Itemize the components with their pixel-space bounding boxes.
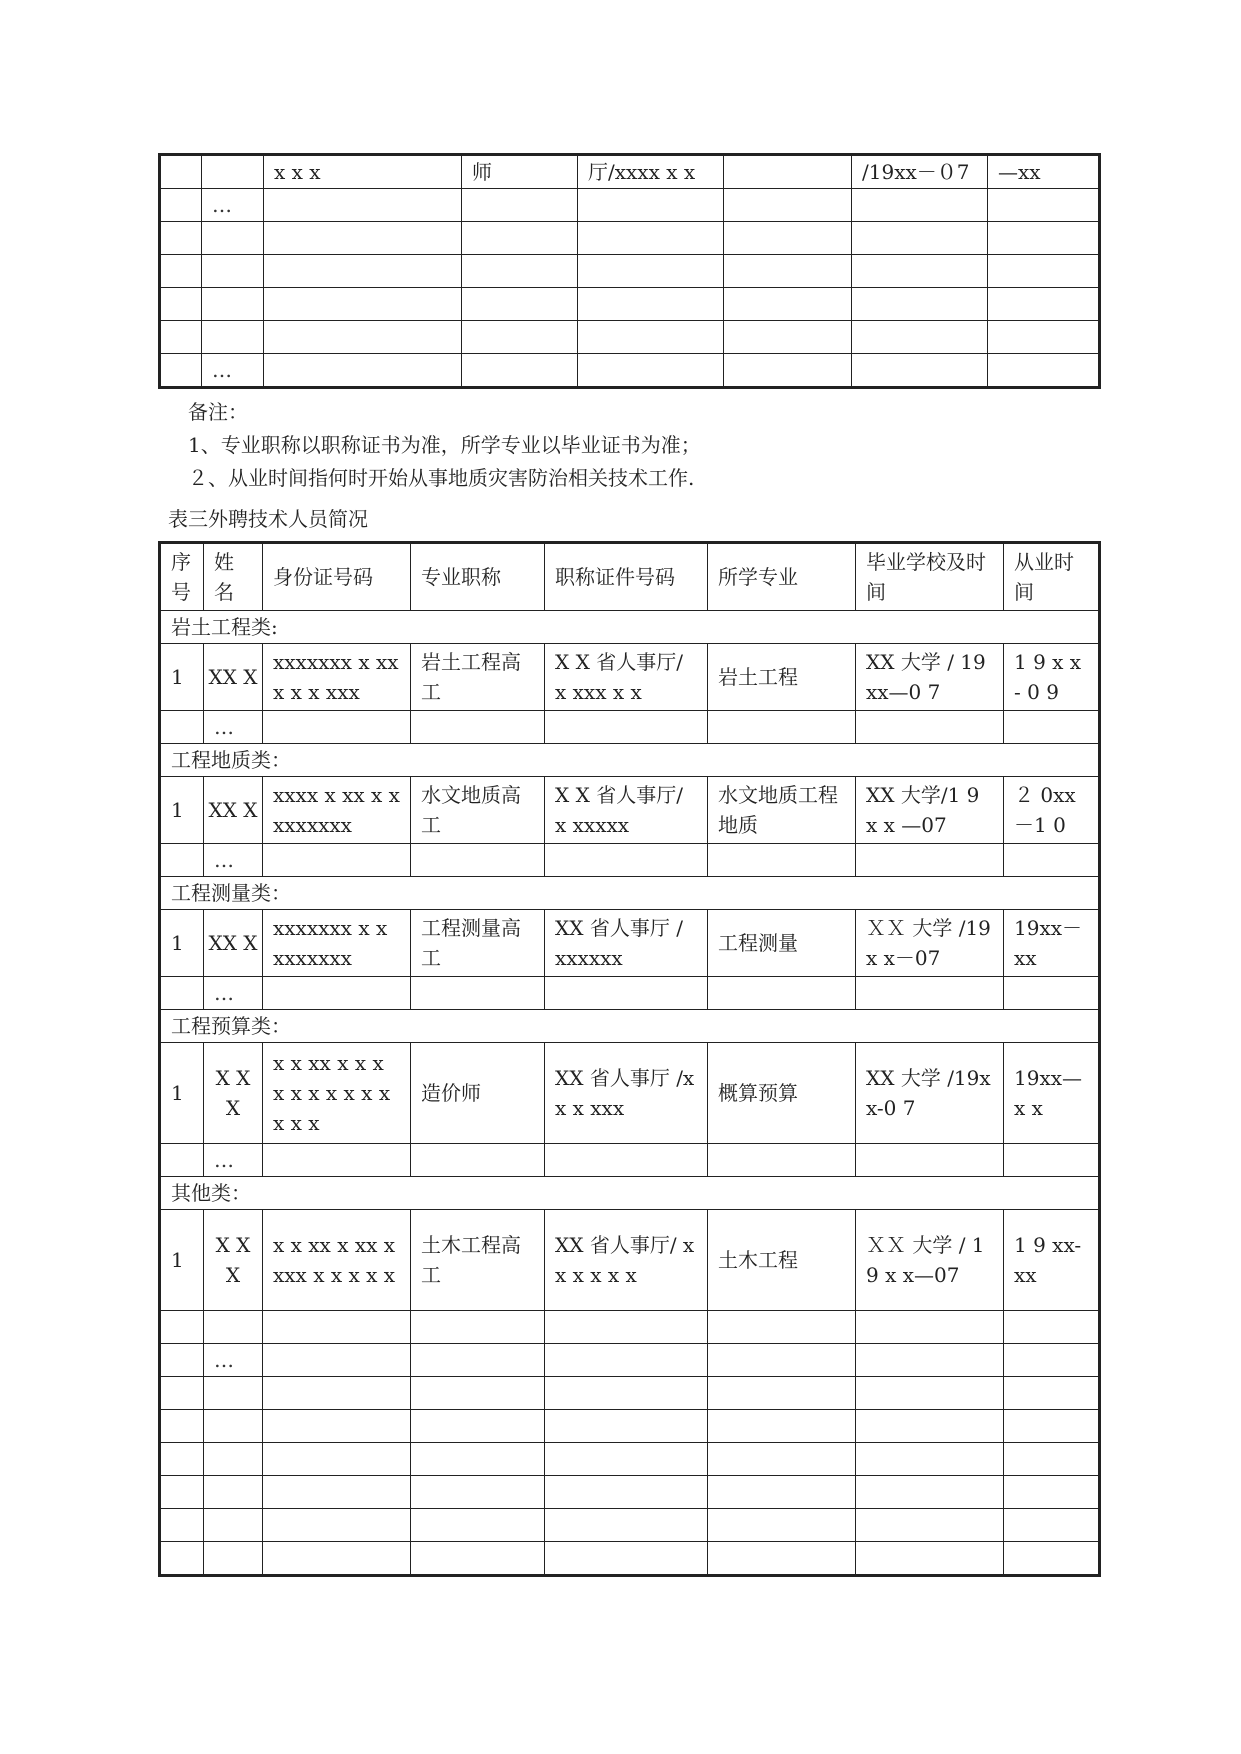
table-row <box>160 910 1100 977</box>
top-table-cell <box>852 354 988 388</box>
blank-cell <box>856 1509 1004 1542</box>
table-cell: ＸＸ 大学 / 19 x x—07 <box>856 1210 1004 1311</box>
blank-cell <box>160 1144 204 1177</box>
blank-cell <box>411 1410 545 1443</box>
table-cell: X X X <box>204 1043 263 1144</box>
blank-cell <box>545 844 708 877</box>
table3-caption: 表三外聘技术人员简况 <box>168 507 368 531</box>
table-cell: 1 <box>160 644 204 711</box>
header-cell-name: 姓名 <box>204 543 263 611</box>
table-cell: X X X <box>204 1210 263 1311</box>
top-table-cell <box>724 255 852 288</box>
blank-cell <box>411 1377 545 1410</box>
top-table-cell <box>160 189 202 222</box>
top-table-cell <box>988 321 1100 354</box>
note-item-1: 1、专业职称以职称证书为准，所学专业以毕业证书为准； <box>188 433 701 457</box>
blank-cell <box>545 977 708 1010</box>
blank-cell <box>708 1410 856 1443</box>
blank-cell <box>204 1509 263 1542</box>
top-table-row <box>160 155 1100 189</box>
top-table-cell <box>852 255 988 288</box>
top-table-cell <box>724 288 852 321</box>
blank-cell <box>708 844 856 877</box>
blank-cell <box>204 1476 263 1509</box>
blank-cell <box>160 711 204 744</box>
table-cell: 工程测量 <box>708 910 856 977</box>
top-table-row <box>160 189 1100 222</box>
blank-cell <box>856 1476 1004 1509</box>
blank-row <box>160 1443 1100 1476</box>
table-cell: 1 9 x x - 0 9 <box>1004 644 1100 711</box>
top-table-cell <box>160 255 202 288</box>
table-cell: 1 <box>160 777 204 844</box>
blank-cell <box>263 1311 411 1344</box>
blank-cell <box>856 1311 1004 1344</box>
section-title-row <box>160 877 1100 910</box>
table-cell: ＸＸ 大学 /19x x－07 <box>856 910 1004 977</box>
top-table-cell <box>988 222 1100 255</box>
top-table-cell: x x x <box>264 155 462 189</box>
blank-cell <box>411 1476 545 1509</box>
header-cell-major: 所学专业 <box>708 543 856 611</box>
table-cell: XX 省人事厅 /xx x xxx <box>545 1043 708 1144</box>
table-cell: 水文地质高工 <box>411 777 545 844</box>
blank-cell <box>856 1542 1004 1576</box>
blank-cell <box>160 1344 204 1377</box>
top-table-cell <box>852 321 988 354</box>
top-table-cell <box>264 321 462 354</box>
table-cell: xxxx x xx x x xxxxxxx <box>263 777 411 844</box>
blank-row <box>160 1410 1100 1443</box>
blank-cell <box>411 1311 545 1344</box>
table-cell: 1 9 xx-xx <box>1004 1210 1100 1311</box>
top-table-cell <box>578 321 724 354</box>
blank-cell <box>708 711 856 744</box>
blank-cell <box>545 1509 708 1542</box>
top-table-cell <box>724 189 852 222</box>
top-table-cell <box>988 354 1100 388</box>
section-title: 工程地质类： <box>160 744 1100 777</box>
table-cell: XX 大学 /19xx-0 7 <box>856 1043 1004 1144</box>
table-cell: XX X <box>204 777 263 844</box>
blank-cell <box>160 977 204 1010</box>
table-cell: XX 大学 / 19xx—0 7 <box>856 644 1004 711</box>
blank-row <box>160 1377 1100 1410</box>
blank-cell <box>545 1476 708 1509</box>
top-table-cell <box>724 354 852 388</box>
blank-cell <box>545 1542 708 1576</box>
table-cell: 水文地质工程地质 <box>708 777 856 844</box>
table-cell: 岩土工程 <box>708 644 856 711</box>
table-cell: XX X <box>204 910 263 977</box>
table-cell: XX 省人事厅/ x x x x x x <box>545 1210 708 1311</box>
table3-header-row <box>160 543 1100 611</box>
top-table-cell <box>160 222 202 255</box>
blank-cell <box>708 977 856 1010</box>
blank-cell <box>545 1144 708 1177</box>
table-row <box>160 1210 1100 1311</box>
header-cell-id: 身份证号码 <box>263 543 411 611</box>
blank-cell <box>1004 1344 1100 1377</box>
blank-cell <box>708 1377 856 1410</box>
table-cell: XX 大学/1 9 x x —07 <box>856 777 1004 844</box>
top-table-cell <box>852 288 988 321</box>
blank-cell <box>708 1144 856 1177</box>
blank-cell <box>856 844 1004 877</box>
blank-cell <box>160 1542 204 1576</box>
blank-cell <box>160 844 204 877</box>
blank-cell <box>708 1542 856 1576</box>
top-table-cell <box>462 354 578 388</box>
blank-cell <box>411 1144 545 1177</box>
top-table <box>158 153 1101 389</box>
top-table-cell <box>160 321 202 354</box>
table-cell: X X 省人事厅/ x xxx x x <box>545 644 708 711</box>
top-table-cell <box>724 155 852 189</box>
table-row <box>160 644 1100 711</box>
blank-cell <box>411 1344 545 1377</box>
blank-cell <box>263 1344 411 1377</box>
top-table-cell: … <box>202 189 264 222</box>
table-cell: 19xx－ xx <box>1004 910 1100 977</box>
top-table-cell: 厅/xxxx x x <box>578 155 724 189</box>
top-table-row <box>160 222 1100 255</box>
blank-cell <box>1004 844 1100 877</box>
top-table-cell: … <box>202 354 264 388</box>
blank-cell <box>545 711 708 744</box>
top-table-cell <box>578 288 724 321</box>
table-cell: 1 <box>160 1210 204 1311</box>
blank-cell <box>411 1443 545 1476</box>
blank-cell <box>545 1443 708 1476</box>
top-table-cell <box>462 321 578 354</box>
top-table-cell <box>202 321 264 354</box>
section-title: 工程测量类： <box>160 877 1100 910</box>
table-cell: XX 省人事厅 / xxxxxx <box>545 910 708 977</box>
blank-cell <box>263 1377 411 1410</box>
top-table-cell <box>578 255 724 288</box>
note-item-2: ２、从业时间指何时开始从事地质灾害防治相关技术工作. <box>188 466 695 490</box>
blank-row <box>160 1144 1100 1177</box>
top-table-cell <box>462 222 578 255</box>
header-cell-title: 专业职称 <box>411 543 545 611</box>
blank-cell <box>545 1344 708 1377</box>
table-row <box>160 1043 1100 1144</box>
top-table-cell <box>202 255 264 288</box>
top-table-cell <box>160 155 202 189</box>
blank-cell: … <box>204 977 263 1010</box>
blank-row <box>160 844 1100 877</box>
blank-cell: … <box>204 711 263 744</box>
section-title: 岩土工程类: <box>160 611 1100 644</box>
top-table-cell <box>852 189 988 222</box>
blank-cell <box>545 1377 708 1410</box>
top-table-cell <box>724 222 852 255</box>
header-cell-cert: 职称证件号码 <box>545 543 708 611</box>
blank-cell <box>204 1410 263 1443</box>
blank-cell <box>545 1311 708 1344</box>
top-table-cell <box>462 189 578 222</box>
blank-cell <box>263 1144 411 1177</box>
blank-row <box>160 1542 1100 1576</box>
section-title-row <box>160 1177 1100 1210</box>
top-table-cell <box>852 222 988 255</box>
blank-cell: … <box>204 1344 263 1377</box>
blank-cell <box>204 1377 263 1410</box>
blank-cell <box>263 844 411 877</box>
blank-cell <box>1004 711 1100 744</box>
blank-cell <box>1004 1542 1100 1576</box>
blank-row <box>160 711 1100 744</box>
blank-cell <box>1004 1443 1100 1476</box>
table-row <box>160 777 1100 844</box>
top-table-cell <box>578 222 724 255</box>
table-cell: X X 省人事厅/ x xxxxx <box>545 777 708 844</box>
blank-cell <box>263 1443 411 1476</box>
blank-cell <box>1004 1144 1100 1177</box>
blank-cell <box>1004 1377 1100 1410</box>
top-table-cell <box>202 288 264 321</box>
blank-row <box>160 1311 1100 1344</box>
blank-cell <box>160 1377 204 1410</box>
top-table-cell <box>462 255 578 288</box>
top-table-cell <box>160 288 202 321</box>
blank-cell <box>545 1410 708 1443</box>
blank-cell <box>1004 1311 1100 1344</box>
blank-cell <box>204 1311 263 1344</box>
section-title: 其他类： <box>160 1177 1100 1210</box>
blank-cell <box>263 1410 411 1443</box>
table-cell: 土木工程高工 <box>411 1210 545 1311</box>
blank-cell <box>708 1344 856 1377</box>
table-cell: x x xx x x x x x x x x x x x x x <box>263 1043 411 1144</box>
table-cell: 岩土工程高工 <box>411 644 545 711</box>
top-table-cell <box>578 354 724 388</box>
top-table-cell <box>724 321 852 354</box>
blank-cell <box>411 1509 545 1542</box>
top-table-cell <box>202 222 264 255</box>
blank-row <box>160 1509 1100 1542</box>
table-cell: 工程测量高工 <box>411 910 545 977</box>
section-title-row <box>160 744 1100 777</box>
blank-cell <box>856 711 1004 744</box>
top-table-cell <box>160 354 202 388</box>
top-table-cell <box>988 288 1100 321</box>
top-table-cell: —xx <box>988 155 1100 189</box>
table-cell: x x xx x xx x xxx x x x x x <box>263 1210 411 1311</box>
top-table-cell <box>264 255 462 288</box>
blank-cell <box>160 1311 204 1344</box>
blank-cell <box>160 1410 204 1443</box>
table-cell: 1 <box>160 910 204 977</box>
table-cell: xxxxxxx x xx x x x xxx <box>263 644 411 711</box>
table-cell: xxxxxxx x x xxxxxxx <box>263 910 411 977</box>
blank-cell <box>263 1476 411 1509</box>
notes-title: 备注： <box>188 400 248 424</box>
blank-cell <box>708 1311 856 1344</box>
top-table-row <box>160 288 1100 321</box>
top-table-cell <box>264 288 462 321</box>
blank-cell <box>708 1476 856 1509</box>
table-cell: 土木工程 <box>708 1210 856 1311</box>
blank-cell <box>263 711 411 744</box>
blank-cell <box>856 1377 1004 1410</box>
table-cell: 1 <box>160 1043 204 1144</box>
table-cell: ２ 0xx －1 0 <box>1004 777 1100 844</box>
table-cell: 造价师 <box>411 1043 545 1144</box>
header-cell-school: 毕业学校及时间 <box>856 543 1004 611</box>
table3 <box>158 541 1101 1577</box>
blank-cell: … <box>204 1144 263 1177</box>
top-table-cell: /19xx－０7 <box>852 155 988 189</box>
blank-cell <box>411 844 545 877</box>
blank-cell <box>411 977 545 1010</box>
blank-row <box>160 977 1100 1010</box>
top-table-row <box>160 321 1100 354</box>
blank-cell <box>1004 1476 1100 1509</box>
top-table-cell <box>264 222 462 255</box>
blank-cell <box>160 1443 204 1476</box>
blank-cell <box>160 1476 204 1509</box>
blank-cell <box>204 1542 263 1576</box>
top-table-cell <box>202 155 264 189</box>
blank-cell <box>708 1443 856 1476</box>
table-cell: 19xx— x x <box>1004 1043 1100 1144</box>
blank-row <box>160 1344 1100 1377</box>
blank-cell <box>160 1509 204 1542</box>
section-title-row <box>160 611 1100 644</box>
top-table-cell <box>578 189 724 222</box>
top-table-row <box>160 255 1100 288</box>
blank-row <box>160 1476 1100 1509</box>
section-title: 工程预算类： <box>160 1010 1100 1043</box>
top-table-body <box>160 155 1100 388</box>
section-title-row <box>160 1010 1100 1043</box>
blank-cell <box>1004 1509 1100 1542</box>
top-table-cell <box>988 189 1100 222</box>
table-cell: 概算预算 <box>708 1043 856 1144</box>
blank-cell: … <box>204 844 263 877</box>
blank-cell <box>411 711 545 744</box>
blank-cell <box>708 1509 856 1542</box>
table3-body <box>160 543 1100 1576</box>
header-cell-years: 从业时间 <box>1004 543 1100 611</box>
blank-cell <box>263 977 411 1010</box>
top-table-cell: 师 <box>462 155 578 189</box>
top-table-cell <box>264 189 462 222</box>
blank-cell <box>856 1344 1004 1377</box>
blank-cell <box>263 1542 411 1576</box>
blank-cell <box>411 1542 545 1576</box>
top-table-cell <box>988 255 1100 288</box>
table-cell: XX X <box>204 644 263 711</box>
blank-cell <box>204 1443 263 1476</box>
blank-cell <box>1004 977 1100 1010</box>
top-table-row <box>160 354 1100 388</box>
blank-cell <box>1004 1410 1100 1443</box>
blank-cell <box>856 1410 1004 1443</box>
blank-cell <box>856 1443 1004 1476</box>
blank-cell <box>856 1144 1004 1177</box>
header-cell-index: 序号 <box>160 543 204 611</box>
blank-cell <box>856 977 1004 1010</box>
top-table-cell <box>462 288 578 321</box>
top-table-cell <box>264 354 462 388</box>
blank-cell <box>263 1509 411 1542</box>
